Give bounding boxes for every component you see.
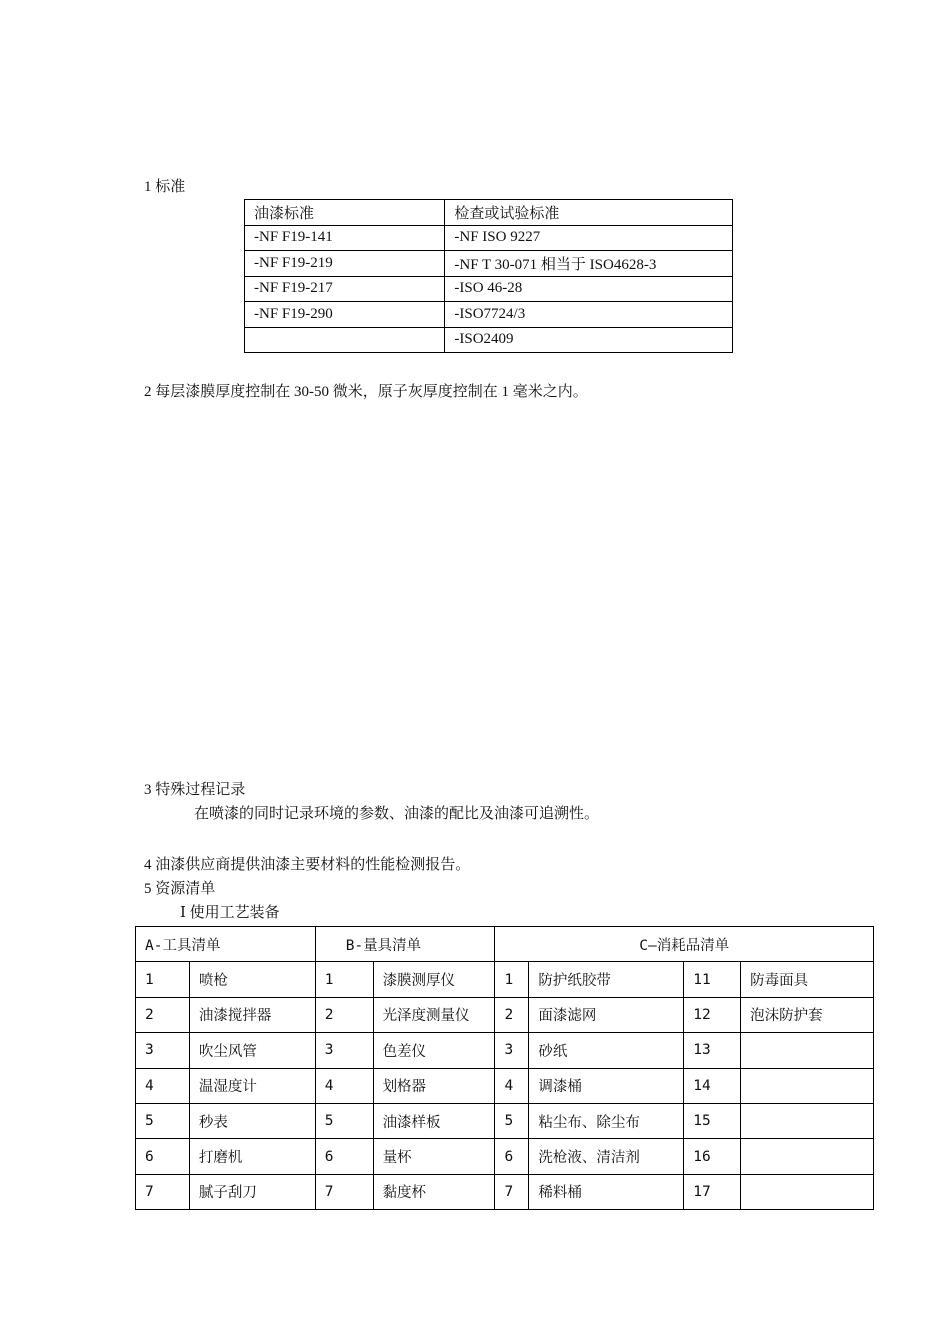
consumable-name [741, 1068, 874, 1103]
resource-row [136, 1068, 874, 1103]
tool-name: 吹尘风管 [189, 1033, 315, 1068]
consumables-list-header: C—消耗品清单 [495, 927, 874, 962]
paint-standard-cell [245, 327, 445, 353]
consumable-name: 洗枪液、清洁剂 [529, 1139, 684, 1174]
tool-name: 腻子刮刀 [189, 1174, 315, 1209]
consumable-number: 5 [495, 1103, 529, 1138]
table-row [245, 302, 733, 328]
table-row [245, 251, 733, 277]
paint-standard-cell: -NF F19-219 [245, 251, 445, 277]
test-standard-cell: -NF T 30-071 相当于 ISO4628-3 [445, 251, 733, 277]
gauges-list-header: B-量具清单 [315, 927, 495, 962]
section2-text: 2 每层漆膜厚度控制在 30-50 微米，原子灰厚度控制在 1 毫米之内。 [144, 384, 588, 400]
test-standard-cell: -ISO7724/3 [445, 302, 733, 328]
consumable-name [741, 1033, 874, 1068]
gauge-number: 4 [315, 1068, 373, 1103]
gauge-number: 5 [315, 1103, 373, 1138]
consumable-number: 13 [684, 1033, 741, 1068]
tool-number: 1 [136, 962, 190, 997]
gauge-number: 7 [315, 1174, 373, 1209]
header-test-standard: 检查或试验标准 [445, 200, 733, 226]
consumable-number: 17 [684, 1174, 741, 1209]
tool-name: 油漆搅拌器 [189, 997, 315, 1032]
gauge-name: 量杯 [373, 1139, 495, 1174]
paint-standard-cell: -NF F19-217 [245, 276, 445, 302]
tools-list-header: A-工具清单 [136, 927, 316, 962]
tool-number: 7 [136, 1174, 190, 1209]
gauge-name: 光泽度测量仪 [373, 997, 495, 1032]
paint-standard-cell: -NF F19-290 [245, 302, 445, 328]
consumable-number: 16 [684, 1139, 741, 1174]
consumable-number: 7 [495, 1174, 529, 1209]
tool-number: 3 [136, 1033, 190, 1068]
consumable-number: 6 [495, 1139, 529, 1174]
consumable-name: 泡沫防护套 [741, 997, 874, 1032]
header-paint-standard: 油漆标准 [245, 200, 445, 226]
consumable-name: 粘尘布、除尘布 [529, 1103, 684, 1138]
gauge-name: 黏度杯 [373, 1174, 495, 1209]
section3-title: 3 特殊过程记录 [144, 782, 246, 798]
section4-text: 4 油漆供应商提供油漆主要材料的性能检测报告。 [144, 857, 471, 873]
consumable-name: 防护纸胶带 [529, 962, 684, 997]
gauge-number: 6 [315, 1139, 373, 1174]
gauge-name: 划格器 [373, 1068, 495, 1103]
section3-body: 在喷漆的同时记录环境的参数、油漆的配比及油漆可追溯性。 [194, 806, 600, 822]
section5-title: 5 资源清单 [144, 881, 216, 897]
resource-row [136, 1033, 874, 1068]
consumable-number: 1 [495, 962, 529, 997]
tool-number: 2 [136, 997, 190, 1032]
gauge-name: 油漆样板 [373, 1103, 495, 1138]
consumable-number: 15 [684, 1103, 741, 1138]
test-standard-cell: -ISO2409 [445, 327, 733, 353]
tool-number: 5 [136, 1103, 190, 1138]
table-header-row [245, 200, 733, 226]
consumable-name: 砂纸 [529, 1033, 684, 1068]
resource-header-row [136, 927, 874, 962]
test-standard-cell: -ISO 46-28 [445, 276, 733, 302]
resource-table [135, 926, 874, 1210]
table-row [245, 225, 733, 251]
consumable-number: 14 [684, 1068, 741, 1103]
consumable-name [741, 1103, 874, 1138]
resource-row [136, 1139, 874, 1174]
table-row [245, 327, 733, 353]
standards-table [244, 199, 733, 353]
tool-name: 喷枪 [189, 962, 315, 997]
consumable-name: 面漆滤网 [529, 997, 684, 1032]
consumable-number: 11 [684, 962, 741, 997]
tool-name: 秒表 [189, 1103, 315, 1138]
resource-row [136, 1103, 874, 1138]
consumable-name [741, 1174, 874, 1209]
gauge-number: 1 [315, 962, 373, 997]
gauge-name: 色差仪 [373, 1033, 495, 1068]
consumable-name: 稀料桶 [529, 1174, 684, 1209]
resource-row [136, 1174, 874, 1209]
consumable-number: 3 [495, 1033, 529, 1068]
section5-subtitle: Ⅰ 使用工艺装备 [180, 905, 280, 921]
consumable-number: 12 [684, 997, 741, 1032]
gauge-number: 3 [315, 1033, 373, 1068]
tool-number: 4 [136, 1068, 190, 1103]
tool-name: 打磨机 [189, 1139, 315, 1174]
resource-row [136, 997, 874, 1032]
gauge-name: 漆膜测厚仪 [373, 962, 495, 997]
consumable-name [741, 1139, 874, 1174]
tool-name: 温湿度计 [189, 1068, 315, 1103]
section1-title: 1 标准 [144, 179, 186, 195]
gauge-number: 2 [315, 997, 373, 1032]
resource-row [136, 962, 874, 997]
consumable-number: 2 [495, 997, 529, 1032]
consumable-name: 防毒面具 [741, 962, 874, 997]
consumable-name: 调漆桶 [529, 1068, 684, 1103]
table-row [245, 276, 733, 302]
paint-standard-cell: -NF F19-141 [245, 225, 445, 251]
consumable-number: 4 [495, 1068, 529, 1103]
tool-number: 6 [136, 1139, 190, 1174]
test-standard-cell: -NF ISO 9227 [445, 225, 733, 251]
